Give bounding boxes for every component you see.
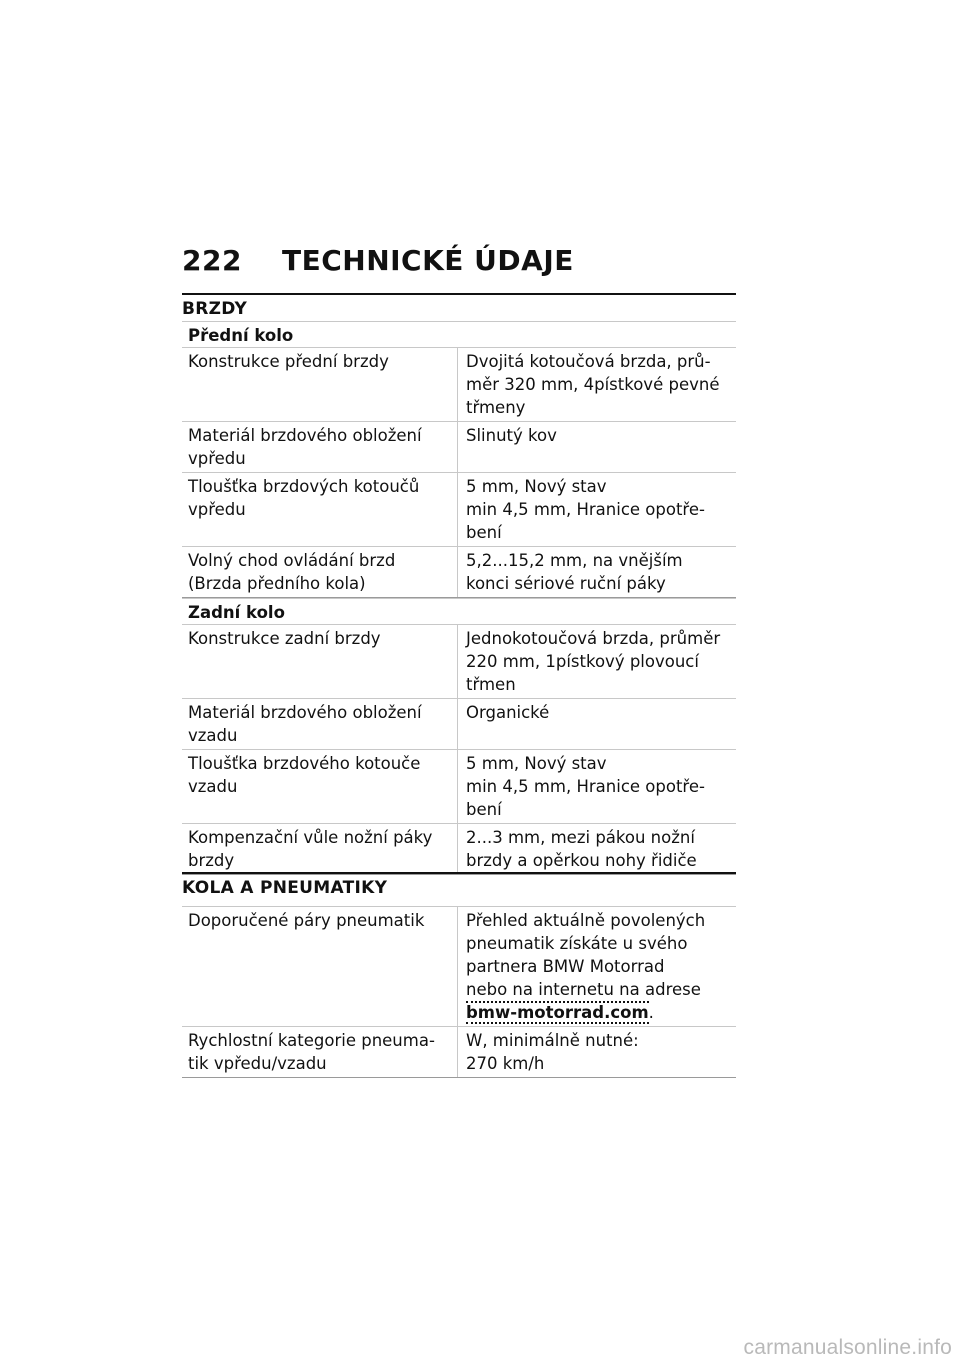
row-value: 5,2...15,2 mm, na vnějším konci sériové ruční páky: [466, 551, 683, 593]
watermark: carmanualsonline.info: [743, 1336, 952, 1359]
bmw-motorrad-link[interactable]: bmw-motorrad.com: [466, 1003, 649, 1022]
table-row: [182, 421, 736, 472]
table-row: [182, 823, 736, 875]
table-row: [182, 749, 736, 823]
row-label: Tloušťka brzdových kotoučů vpředu: [182, 473, 458, 546]
front-brake-table: [182, 347, 736, 598]
row-value: 5 mm, Nový stav min 4,5 mm, Hranice opotře- bení: [466, 477, 705, 542]
page-number: 222: [182, 244, 242, 277]
row-label: Materiál brzdového obložení vzadu: [182, 699, 458, 749]
row-label: Konstrukce přední brzdy: [182, 348, 458, 421]
table-row: [182, 624, 736, 698]
rear-brake-table: [182, 624, 736, 875]
row-label: Volný chod ovládání brzd (Brzda předního kola): [182, 547, 458, 597]
row-value: 2...3 mm, mezi pákou nožní brzdy a opěrkou nohy řidiče: [466, 828, 697, 870]
row-value: Slinutý kov: [466, 426, 557, 445]
row-label: Rychlostní kategorie pneuma- tik vpředu/vzadu: [182, 1027, 458, 1077]
table-row: [182, 472, 736, 546]
subheader-front-wheel: Přední kolo: [182, 321, 736, 347]
table-row: [182, 1026, 736, 1078]
subheader-rear-wheel: Zadní kolo: [182, 598, 736, 624]
row-label: Kompenzační vůle nožní páky brzdy: [182, 824, 458, 874]
row-label: Konstrukce zadní brzdy: [182, 625, 458, 698]
table-row: [182, 906, 736, 1026]
row-label: Materiál brzdového obložení vpředu: [182, 422, 458, 472]
row-value: Přehled aktuálně povolených pneumatik získáte u svého partnera BMW Motorrad nebo na internetu na adrese bmw-motorrad.com.: [466, 911, 706, 1022]
table-row: [182, 347, 736, 421]
section-title-wheels: KOLA A PNEUMATIKY: [182, 872, 736, 906]
row-value: Jednokotoučová brzda, průměr 220 mm, 1pístkový plovoucí třmen: [466, 629, 721, 694]
brakes-section: [182, 293, 736, 875]
table-row: [182, 698, 736, 749]
row-value: Dvojitá kotoučová brzda, prů- měr 320 mm, 4pístkové pevné třmeny: [466, 352, 720, 417]
table-row: [182, 546, 736, 598]
link-suffix: .: [648, 1003, 654, 1022]
wheels-table: [182, 906, 736, 1078]
wheels-section: [182, 872, 736, 1078]
row-value: 5 mm, Nový stav min 4,5 mm, Hranice opotře- bení: [466, 754, 705, 819]
row-value: Organické: [466, 703, 550, 722]
row-label: Doporučené páry pneumatik: [182, 907, 458, 1026]
row-label: Tloušťka brzdového kotouče vzadu: [182, 750, 458, 823]
page-title: TECHNICKÉ ÚDAJE: [282, 244, 574, 277]
page-header: [182, 244, 574, 277]
section-title-brakes: BRZDY: [182, 293, 736, 321]
row-value: W, minimálně nutné: 270 km/h: [466, 1031, 639, 1073]
